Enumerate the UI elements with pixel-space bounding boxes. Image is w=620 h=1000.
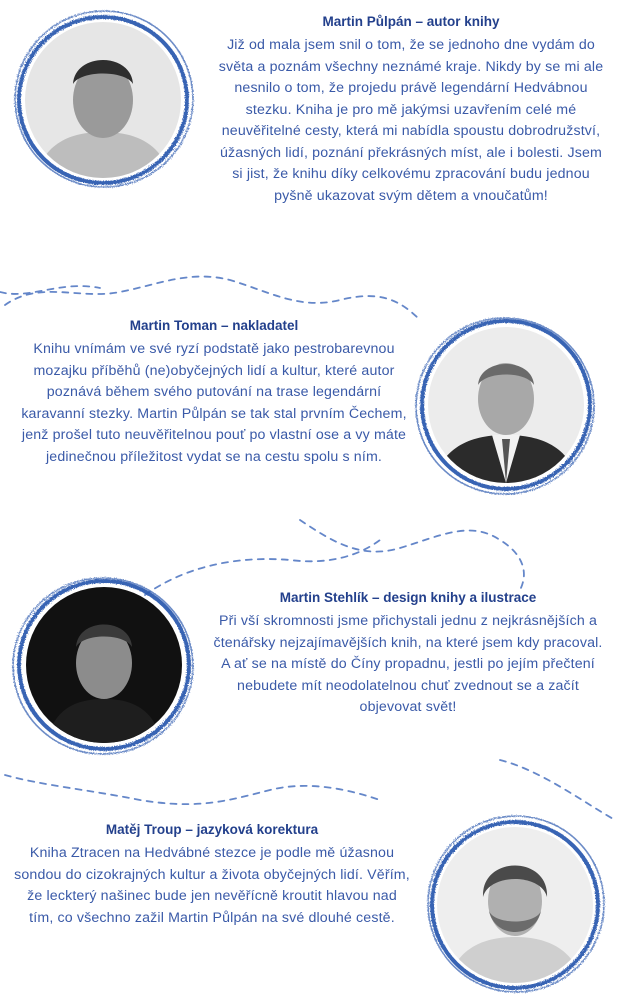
testimonial-quote: Již od mala jsem snil o tom, že se jednoho dne vydám do světa a poznám všechny neznámé kraje. Nikdy by se mi ale nesnilo o tom, že projedu právě legendární Hedvábnou stezku. Kniha je pro mě jakýmsi uzavřením celé mé neuvěřitelné cesty, která mi nabídla spoustu dobrodružství, úžasných lidí, poznání překrásných míst, ale i bolesti. Jsem si jist, že knihu díky celkovému zpracování budu jednou pyšně ukazovat svým dětem a vnoučatům! xyxy=(218,37,604,204)
person-photo-icon xyxy=(25,22,181,178)
portrait-martin-toman xyxy=(428,327,584,483)
testimonial-matej-troup xyxy=(14,822,410,929)
testimonial-quote: Kniha Ztracen na Hedvábné stezce je podle mě úžasnou sondou do cizokrajných kultur a života obyčejných lidí. Věřím, že leckterý našinec bude jen nevěřícně kroutit hlavou nad tím, co všechno zažil Martin Půlpán na své dlouhé cestě. xyxy=(14,845,410,926)
portrait-martin-stehlik xyxy=(26,587,182,743)
portrait-martin-pulpan xyxy=(25,22,181,178)
person-photo-icon xyxy=(26,587,182,743)
person-photo-icon xyxy=(428,327,584,483)
testimonial-name: Martin Stehlík – design knihy a ilustrace xyxy=(279,590,537,605)
testimonial-name: Martin Toman – nakladatel xyxy=(129,318,299,333)
testimonial-name: Matěj Troup – jazyková korektura xyxy=(105,822,319,837)
testimonial-martin-pulpan xyxy=(216,14,606,207)
testimonial-martin-toman xyxy=(20,318,408,468)
testimonial-quote: Knihu vnímám ve své ryzí podstatě jako pestrobarevnou mozajku příběhů (ne)obyčejných lidí a kultur, které autor poznává během svého putování na trase legendární karavanní stezky. Martin Půlpán se tak stal prvním Čechem, jenž prošel tuto neuvěřitelnou pouť po vlastní ose a vy máte jedinečnou příležitost vydat se na cestu spolu s ním. xyxy=(21,341,407,465)
testimonial-martin-stehlik xyxy=(208,590,608,719)
person-photo-icon xyxy=(437,827,593,983)
testimonial-quote: Při vší skromnosti jsme přichystali jednu z nejkrásnějších a čtenářsky nejzajímavějších knih, na které jsem kdy pracoval. A ať se na místě do Číny propadnu, jestli po jejím přečtení nebudete mít neodolatelnou chuť zvednout se a začít objevovat svět! xyxy=(213,613,603,715)
portrait-matej-troup xyxy=(437,827,593,983)
testimonial-name: Martin Půlpán – autor knihy xyxy=(322,14,500,29)
